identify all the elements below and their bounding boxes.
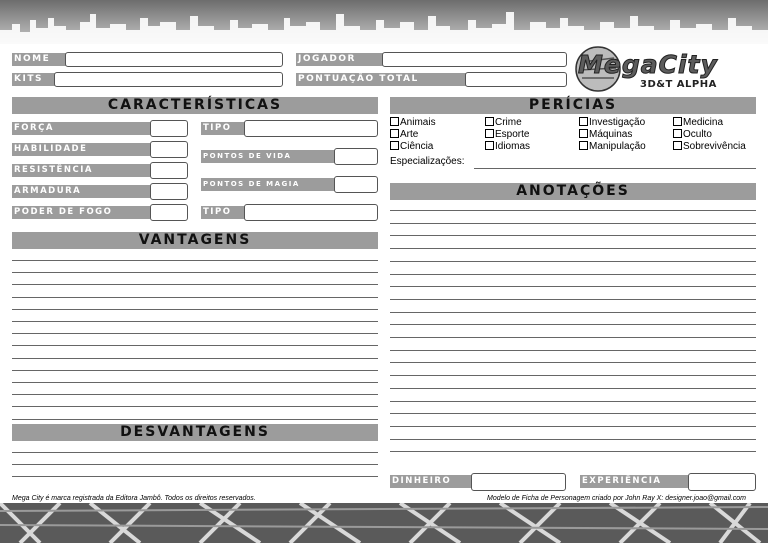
pericia-label: Ciência: [400, 141, 434, 152]
nome-label: NOME: [12, 53, 66, 66]
anotacoes-line[interactable]: [390, 299, 756, 300]
pontos-magia-field[interactable]: [334, 176, 378, 193]
checkbox-icon[interactable]: [485, 129, 494, 138]
vantagens-line[interactable]: [12, 419, 378, 420]
checkbox-icon[interactable]: [390, 129, 399, 138]
pericia-label: Oculto: [683, 129, 712, 140]
dinheiro-field[interactable]: [471, 473, 566, 491]
checkbox-icon[interactable]: [673, 141, 682, 150]
anotacoes-line[interactable]: [390, 324, 756, 325]
vantagens-line[interactable]: [12, 309, 378, 310]
checkbox-icon[interactable]: [673, 117, 682, 126]
skyline-footer-art: [0, 503, 768, 543]
anotacoes-line[interactable]: [390, 350, 756, 351]
experiencia-field[interactable]: [688, 473, 756, 491]
skyline-header-art: [0, 0, 768, 44]
anotacoes-line[interactable]: [390, 261, 756, 262]
vantagens-line[interactable]: [12, 370, 378, 371]
anotacoes-line[interactable]: [390, 274, 756, 275]
anotacoes-line[interactable]: [390, 248, 756, 249]
pericia-label: Crime: [495, 117, 522, 128]
especializacoes-label: Especializações:: [390, 156, 465, 167]
anotacoes-line[interactable]: [390, 413, 756, 414]
vantagens-line[interactable]: [12, 345, 378, 346]
anotacoes-header: ANOTAÇÕES: [390, 183, 756, 200]
checkbox-icon[interactable]: [485, 117, 494, 126]
anotacoes-line[interactable]: [390, 235, 756, 236]
pericia-label: Arte: [400, 129, 419, 140]
vantagens-line[interactable]: [12, 272, 378, 273]
armadura-field[interactable]: [150, 183, 188, 200]
tipo-field-1[interactable]: [244, 120, 378, 137]
kits-label: KITS: [12, 73, 56, 86]
vantagens-line[interactable]: [12, 297, 378, 298]
jogador-label: JOGADOR: [296, 53, 383, 66]
checkbox-icon[interactable]: [390, 117, 399, 126]
anotacoes-line[interactable]: [390, 286, 756, 287]
pericia-item[interactable]: [485, 141, 530, 153]
armadura-label: ARMADURA: [12, 185, 150, 198]
dinheiro-label: DINHEIRO: [390, 475, 472, 488]
tipo-label-2: TIPO: [201, 206, 245, 219]
pericia-item[interactable]: [485, 129, 529, 141]
pericia-item[interactable]: [390, 141, 433, 153]
pericia-item[interactable]: [390, 117, 436, 129]
checkbox-icon[interactable]: [390, 141, 399, 150]
resistencia-field[interactable]: [150, 162, 188, 179]
anotacoes-line[interactable]: [390, 362, 756, 363]
pericia-label: Investigação: [589, 117, 646, 128]
checkbox-icon[interactable]: [673, 129, 682, 138]
vantagens-line[interactable]: [12, 358, 378, 359]
pericia-item[interactable]: [579, 141, 646, 153]
vantagens-line[interactable]: [12, 284, 378, 285]
vantagens-line[interactable]: [12, 382, 378, 383]
pericia-item[interactable]: [579, 117, 645, 129]
forca-field[interactable]: [150, 120, 188, 137]
pericia-item[interactable]: [673, 129, 712, 141]
pontuacao-total-label: PONTUAÇÃO TOTAL: [296, 73, 466, 86]
logo-title: MegaCity: [578, 50, 718, 79]
pericia-label: Animais: [400, 117, 436, 128]
nome-field[interactable]: [65, 52, 283, 67]
pericia-label: Medicina: [683, 117, 724, 128]
checkbox-icon[interactable]: [579, 129, 588, 138]
pontuacao-total-field[interactable]: [465, 72, 567, 87]
desvantagens-line[interactable]: [12, 452, 378, 453]
kits-field[interactable]: [54, 72, 283, 87]
pericia-item[interactable]: [390, 129, 418, 141]
caracteristicas-header: CARACTERÍSTICAS: [12, 97, 378, 114]
vantagens-line[interactable]: [12, 321, 378, 322]
desvantagens-line[interactable]: [12, 476, 378, 477]
pericia-item[interactable]: [673, 141, 746, 153]
anotacoes-line[interactable]: [390, 439, 756, 440]
especializacoes-line[interactable]: [474, 168, 756, 169]
pontos-magia-label: PONTOS DE MAGIA: [201, 178, 335, 191]
footer-credit: Modelo de Ficha de Personagem criado por John Ray X: designer.joao@gmail.com: [487, 495, 746, 502]
pericia-item[interactable]: [579, 129, 632, 141]
pericia-label: Manipulação: [589, 141, 646, 152]
checkbox-icon[interactable]: [485, 141, 494, 150]
tipo-field-2[interactable]: [244, 204, 378, 221]
poder-de-fogo-label: PODER DE FOGO: [12, 206, 150, 219]
poder-de-fogo-field[interactable]: [150, 204, 188, 221]
resistencia-label: RESISTÊNCIA: [12, 164, 150, 177]
anotacoes-line[interactable]: [390, 451, 756, 452]
vantagens-line[interactable]: [12, 260, 378, 261]
anotacoes-line[interactable]: [390, 388, 756, 389]
anotacoes-line[interactable]: [390, 210, 756, 211]
pericia-label: Esporte: [495, 129, 530, 140]
vantagens-line[interactable]: [12, 394, 378, 395]
anotacoes-line[interactable]: [390, 312, 756, 313]
anotacoes-line[interactable]: [390, 401, 756, 402]
anotacoes-line[interactable]: [390, 426, 756, 427]
pericias-header: PERÍCIAS: [390, 97, 756, 114]
pericia-item[interactable]: [485, 117, 522, 129]
vantagens-header: VANTAGENS: [12, 232, 378, 249]
forca-label: FORÇA: [12, 122, 150, 135]
vantagens-line[interactable]: [12, 333, 378, 334]
jogador-field[interactable]: [382, 52, 567, 67]
checkbox-icon[interactable]: [579, 117, 588, 126]
logo-subtitle: 3D&T ALPHA: [640, 79, 717, 90]
checkbox-icon[interactable]: [579, 141, 588, 150]
pericia-label: Máquinas: [589, 129, 633, 140]
desvantagens-header: DESVANTAGENS: [12, 424, 378, 441]
pericia-label: Sobrevivência: [683, 141, 746, 152]
anotacoes-line[interactable]: [390, 223, 756, 224]
habilidade-field[interactable]: [150, 141, 188, 158]
pericia-label: Idiomas: [495, 141, 531, 152]
habilidade-label: HABILIDADE: [12, 143, 150, 156]
anotacoes-line[interactable]: [390, 375, 756, 376]
vantagens-line[interactable]: [12, 406, 378, 407]
pericia-item[interactable]: [673, 117, 723, 129]
anotacoes-line[interactable]: [390, 337, 756, 338]
experiencia-label: EXPERIÊNCIA: [580, 475, 688, 488]
tipo-label-1: TIPO: [201, 122, 245, 135]
desvantagens-line[interactable]: [12, 464, 378, 465]
footer-copyright: Mega City é marca registrada da Editora Jambô. Todos os direitos reservados.: [12, 495, 256, 502]
pontos-vida-field[interactable]: [334, 148, 378, 165]
pontos-vida-label: PONTOS DE VIDA: [201, 150, 335, 163]
